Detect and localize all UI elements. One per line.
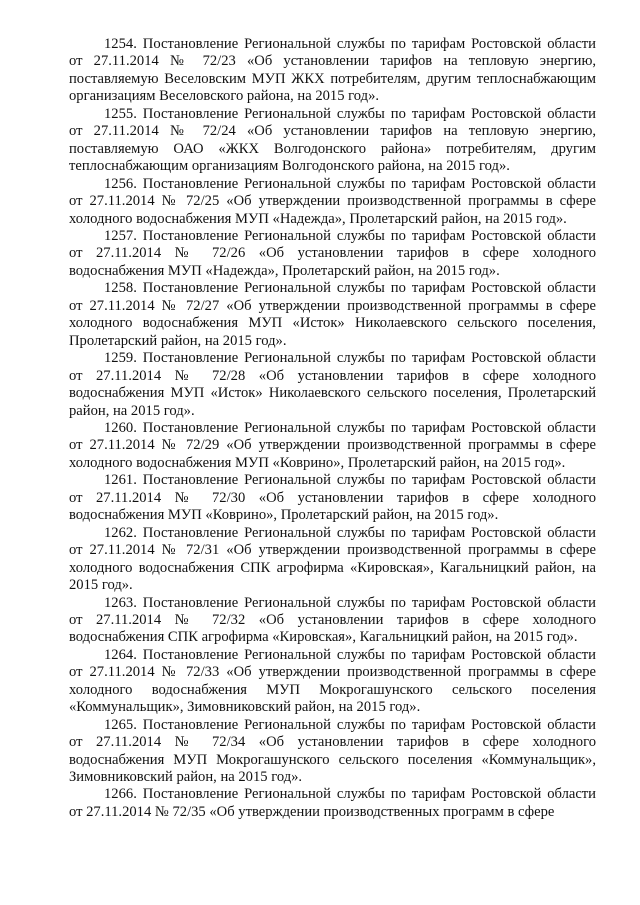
paragraph-1262: 1262. Постановление Региональной службы по тарифам Ростовской области от 27.11.2014 № 72/31 «Об утверждении производственной программы в сфере холодного водоснабжения СПК агрофирма «Кировская», Кагальницкий район, на 2015 год».	[69, 524, 596, 594]
paragraph-1257: 1257. Постановление Региональной службы по тарифам Ростовской области от 27.11.2014 № 72/26 «Об установлении тарифов в сфере холодного водоснабжения МУП «Надежда», Пролетарский район, на 2015 год».	[69, 227, 596, 279]
paragraph-1256: 1256. Постановление Региональной службы по тарифам Ростовской области от 27.11.2014 № 72/25 «Об утверждении производственной программы в сфере холодного водоснабжения МУП «Надежда», Пролетарский район, на 2015 год».	[69, 175, 596, 227]
paragraph-1254: 1254. Постановление Региональной службы по тарифам Ростовской области от 27.11.2014 № 72/23 «Об установлении тарифов на тепловую энергию, поставляемую Веселовским МУП ЖКХ потребителям, другим теплоснабжающим организациям Веселовского района, на 2015 год».	[69, 36, 596, 105]
paragraph-1260: 1260. Постановление Региональной службы по тарифам Ростовской области от 27.11.2014 № 72/29 «Об утверждении производственной программы в сфере холодного водоснабжения МУП «Коврино», Пролетарский район, на 2015 год».	[69, 419, 596, 471]
paragraph-1264: 1264. Постановление Региональной службы по тарифам Ростовской области от 27.11.2014 № 72/33 «Об утверждении производственной программы в сфере холодного водоснабжения МУП Мокрогашунского сельского поселения «Коммунальщик», Зимовниковский район, на 2015 год».	[69, 646, 596, 716]
paragraph-1259: 1259. Постановление Региональной службы по тарифам Ростовской области от 27.11.2014 № 72/28 «Об установлении тарифов в сфере холодного водоснабжения МУП «Исток» Николаевского сельского поселения, Пролетарский район, на 2015 год».	[69, 350, 596, 419]
paragraph-1266: 1266. Постановление Региональной службы по тарифам Ростовской области от 27.11.2014 № 72/35 «Об утверждении производственных программ в сфере	[69, 786, 596, 820]
paragraph-1265: 1265. Постановление Региональной службы по тарифам Ростовской области от 27.11.2014 № 72/34 «Об установлении тарифов в сфере холодного водоснабжения МУП Мокрогашунского сельского поселения «Коммунальщик», Зимовниковский район, на 2015 год».	[69, 716, 596, 786]
paragraph-1263: 1263. Постановление Региональной службы по тарифам Ростовской области от 27.11.2014 № 72/32 «Об установлении тарифов в сфере холодного водоснабжения СПК агрофирма «Кировская», Кагальницкий район, на 2015 год».	[69, 594, 596, 646]
paragraph-1255: 1255. Постановление Региональной службы по тарифам Ростовской области от 27.11.2014 № 72/24 «Об установлении тарифов на тепловую энергию, поставляемую ОАО «ЖКХ Волгодонского района» потребителям, другим теплоснабжающим организациям Волгодонского района, на 2015 год».	[69, 105, 596, 175]
paragraph-1258: 1258. Постановление Региональной службы по тарифам Ростовской области от 27.11.2014 № 72/27 «Об утверждении производственной программы в сфере холодного водоснабжения МУП «Исток» Николаевского сельского поселения, Пролетарский район, на 2015 год».	[69, 280, 596, 349]
paragraph-1261: 1261. Постановление Региональной службы по тарифам Ростовской области от 27.11.2014 № 72/30 «Об установлении тарифов в сфере холодного водоснабжения МУП «Коврино», Пролетарский район, на 2015 год».	[69, 472, 596, 524]
document-page	[69, 36, 596, 821]
